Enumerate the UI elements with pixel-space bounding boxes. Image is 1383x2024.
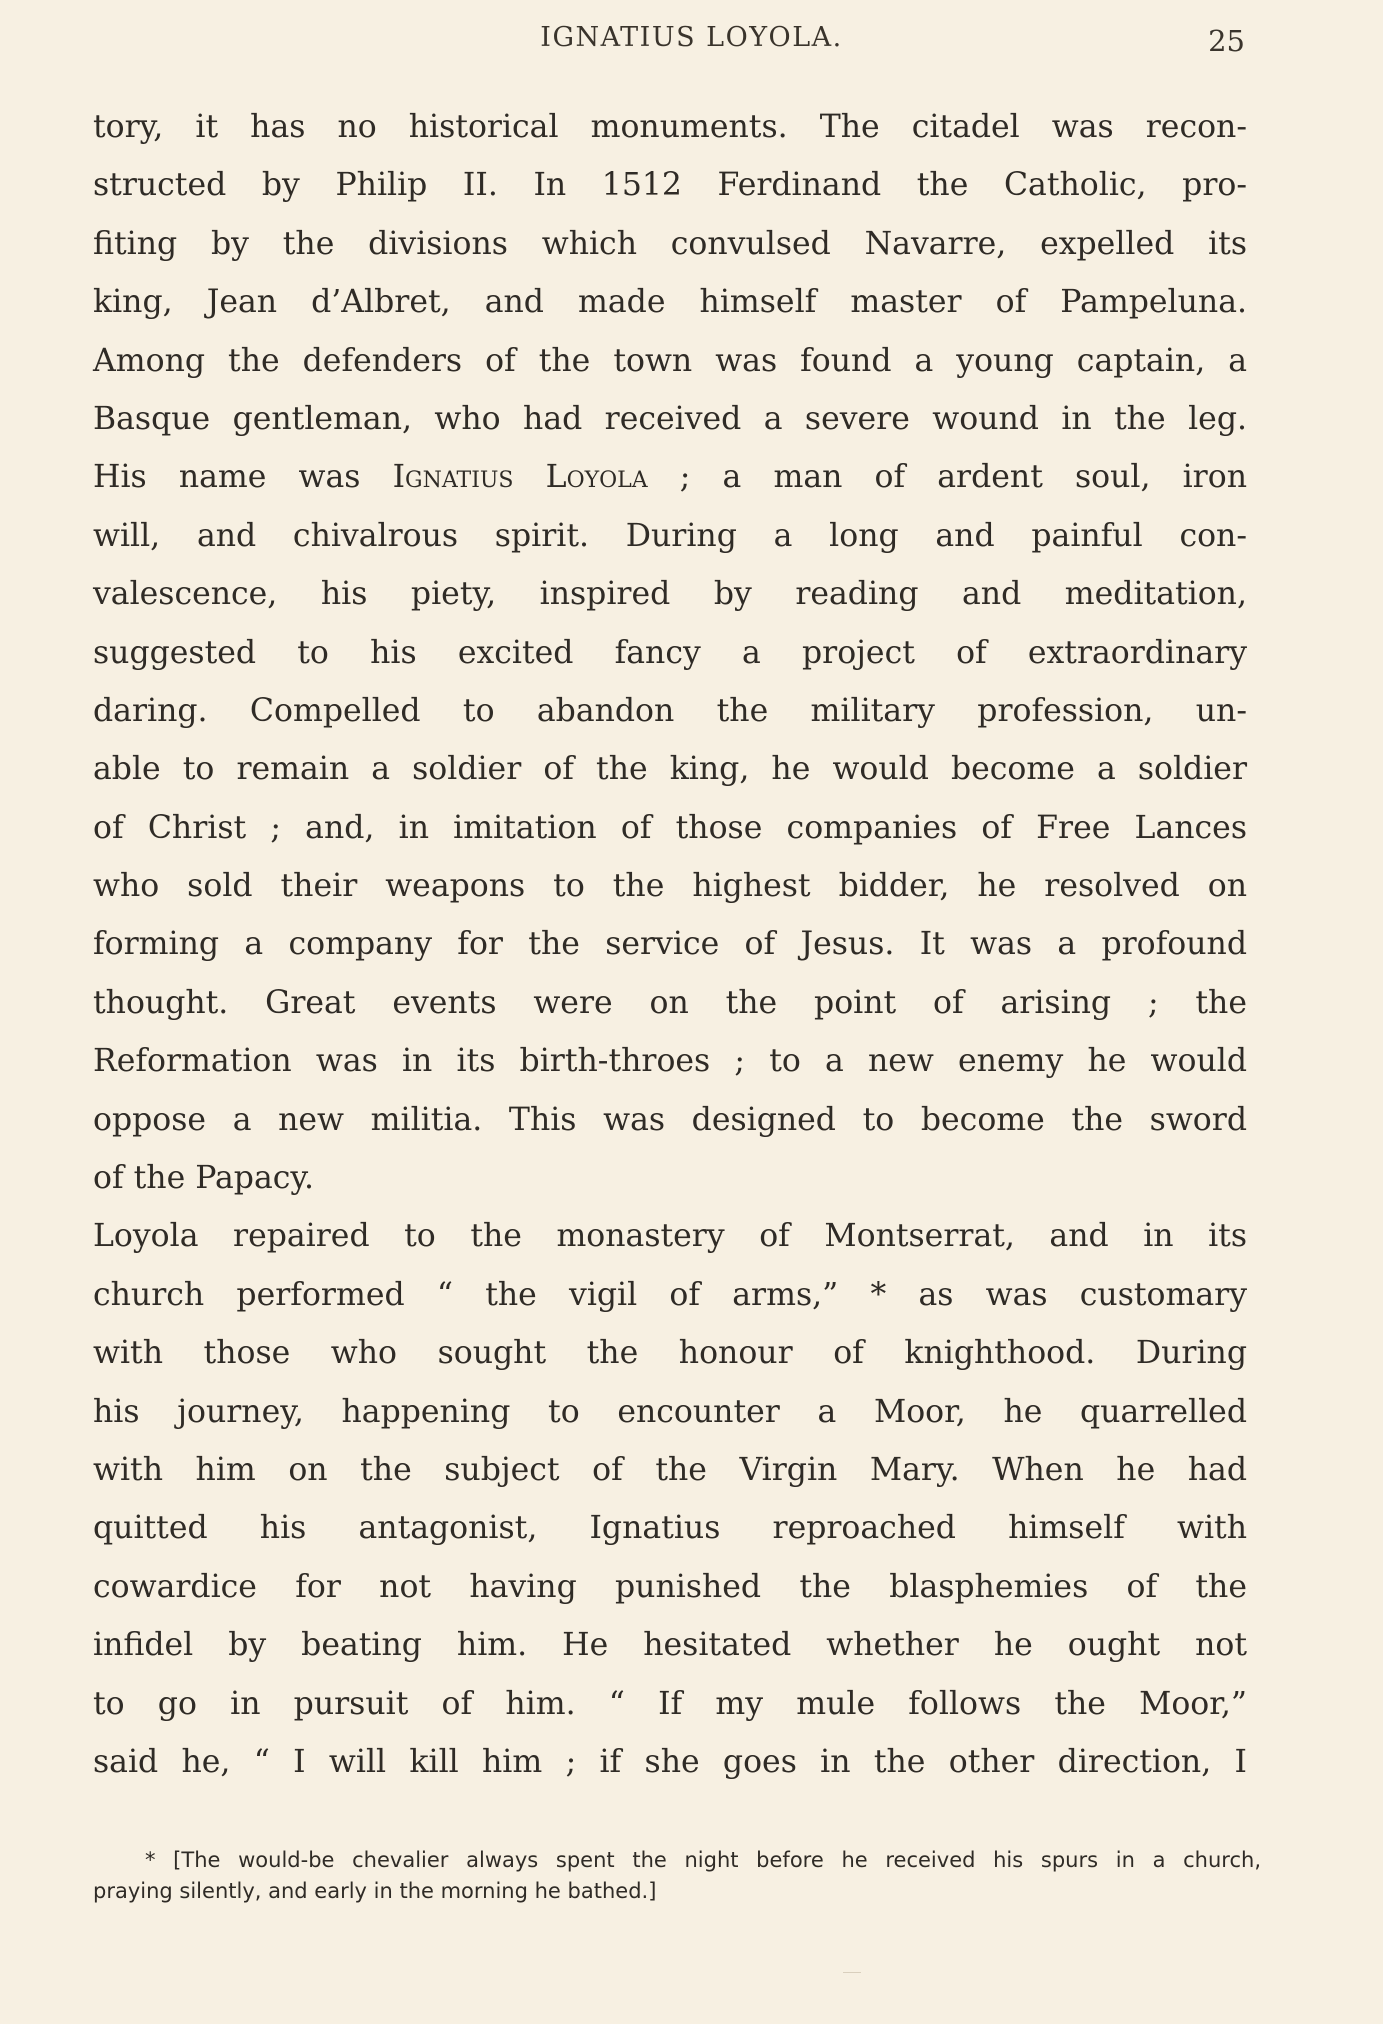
text-line-29: said he, “ I will kill him ; if she goes in the other direction, I bbox=[93, 1743, 1247, 1780]
running-head bbox=[0, 22, 1383, 62]
text-line-28: to go in pursuit of him. “ If my mule follows the Moor,” bbox=[93, 1685, 1247, 1722]
text-line-3: fiting by the divisions which convulsed Navarre, expelled its bbox=[93, 225, 1247, 262]
text-line-22: with those who sought the honour of knighthood. During bbox=[93, 1335, 1247, 1372]
text-line-9: valescence, his piety, inspired by reading and meditation, bbox=[93, 576, 1247, 613]
text-line-23: his journey, happening to encounter a Moor, he quarrelled bbox=[93, 1393, 1247, 1430]
text-line-11: daring. Compelled to abandon the military profession, un- bbox=[93, 692, 1247, 729]
text-line-19: of the Papacy. bbox=[93, 1160, 315, 1197]
text-line-14: who sold their weapons to the highest bidder, he resolved on bbox=[93, 868, 1247, 905]
text-line-26: cowardice for not having punished the blasphemies of the bbox=[93, 1568, 1247, 1605]
text-line-25: quitted his antagonist, Ignatius reproached himself with bbox=[93, 1510, 1247, 1547]
text-line-13: of Christ ; and, in imitation of those companies of Free Lances bbox=[93, 809, 1247, 846]
text-line-15: forming a company for the service of Jesus. It was a profound bbox=[93, 926, 1247, 963]
text-run: His name was bbox=[93, 459, 393, 496]
running-title: IGNATIUS LOYOLA. bbox=[540, 22, 843, 53]
text-line-10: suggested to his excited fancy a project of extraordinary bbox=[93, 634, 1247, 671]
text-line-21: church performed “ the vigil of arms,” * as was customary bbox=[93, 1276, 1247, 1313]
footnote-line-2: praying silently, and early in the morning he bathed.] bbox=[93, 1879, 657, 1903]
person-name-first: Ignatius bbox=[392, 459, 514, 496]
text-line-4: king, Jean d’Albret, and made himself master of Pampeluna. bbox=[93, 284, 1247, 321]
text-line-12: able to remain a soldier of the king, he would become a soldier bbox=[93, 751, 1247, 788]
text-line-27: infidel by beating him. He hesitated whether he ought not bbox=[93, 1627, 1247, 1664]
footnote-line-1: * [The would-be chevalier always spent the night before he received his spurs in a church, bbox=[145, 1848, 1261, 1872]
text-run: ; a man of ardent soul, iron bbox=[647, 459, 1247, 496]
text-line-16: thought. Great events were on the point of arising ; the bbox=[93, 984, 1247, 1021]
text-line-20: Loyola repaired to the monastery of Montserrat, and in its bbox=[93, 1218, 1247, 1255]
text-line-8: will, and chivalrous spirit. During a long and painful con- bbox=[93, 517, 1247, 554]
footnote bbox=[93, 1845, 1261, 1907]
text-line-6: Basque gentleman, who had received a severe wound in the leg. bbox=[93, 400, 1247, 437]
text-line-7 bbox=[93, 448, 1247, 506]
text-line-24: with him on the subject of the Virgin Mary. When he had bbox=[93, 1451, 1247, 1488]
text-line-17: Reformation was in its birth-throes ; to a new enemy he would bbox=[93, 1043, 1247, 1080]
text-line-18: oppose a new militia. This was designed to become the sword bbox=[93, 1101, 1247, 1138]
text-run bbox=[514, 459, 546, 495]
page-mark bbox=[843, 1972, 861, 1973]
body-text bbox=[93, 98, 1247, 1791]
text-line-1: tory, it has no historical monuments. The citadel was recon- bbox=[93, 109, 1247, 145]
text-line-2: structed by Philip II. In 1512 Ferdinand the Catholic, pro- bbox=[93, 167, 1247, 204]
person-name-last: Loyola bbox=[545, 459, 648, 496]
text-line-5: Among the defenders of the town was found a young captain, a bbox=[93, 342, 1247, 379]
page-number: 25 bbox=[1208, 24, 1245, 58]
